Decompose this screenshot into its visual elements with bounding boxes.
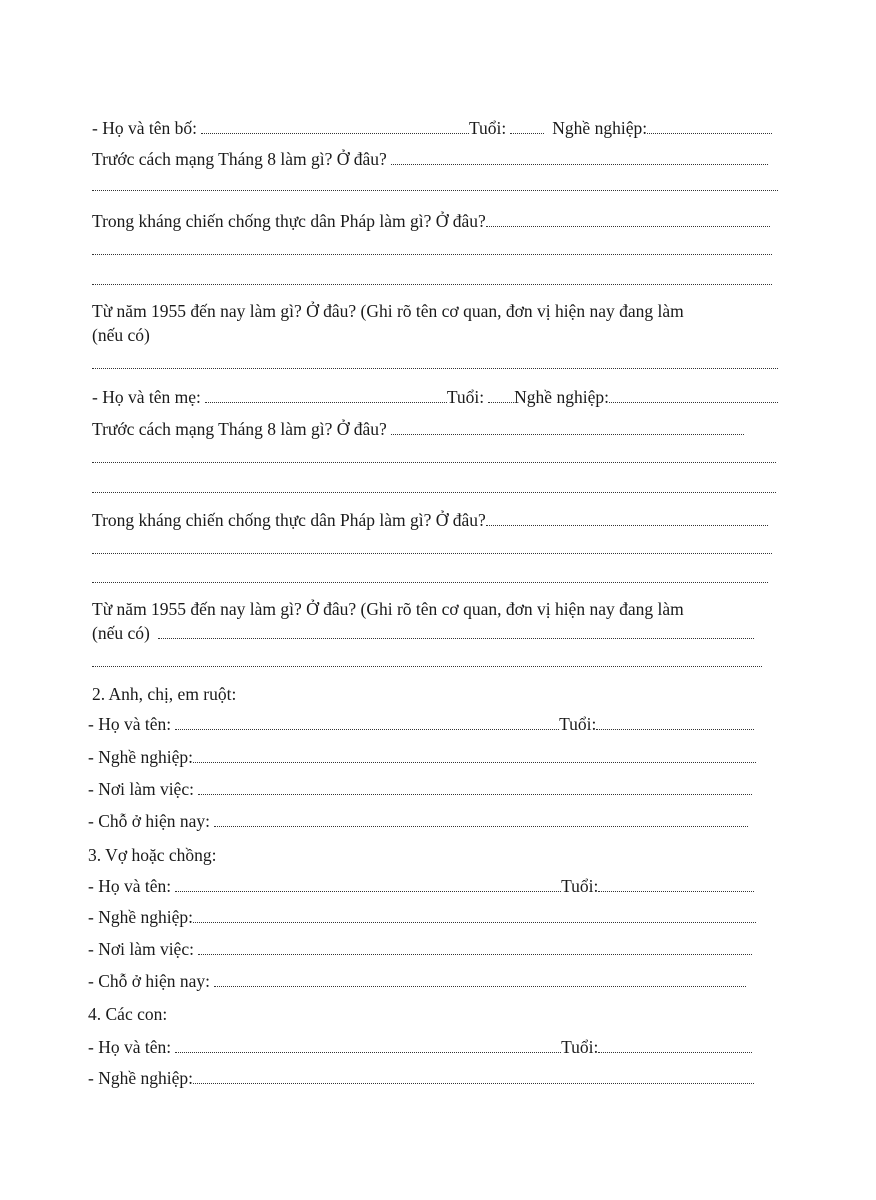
mother-before-revolution-label: Trước cách mạng Tháng 8 làm gì? Ở đâu? xyxy=(92,419,387,439)
spouse-workplace-row xyxy=(88,937,752,961)
father-since-1955-line[interactable] xyxy=(92,368,778,369)
mother-since-1955-label-2: (nếu có) xyxy=(92,623,150,643)
siblings-workplace-row xyxy=(88,777,752,801)
father-name-label: - Họ và tên bố: xyxy=(92,118,197,138)
father-resistance-field[interactable] xyxy=(486,212,770,227)
spouse-workplace-label: - Nơi làm việc: xyxy=(88,939,194,959)
mother-since-1955-row-2 xyxy=(92,621,754,645)
siblings-job-label: - Nghề nghiệp: xyxy=(88,747,193,767)
mother-before-revolution-line-1[interactable] xyxy=(92,462,776,463)
spouse-job-row xyxy=(88,905,756,929)
spouse-name-field[interactable] xyxy=(175,877,561,892)
siblings-name-label: - Họ và tên: xyxy=(88,714,172,734)
father-job-field[interactable] xyxy=(647,119,772,134)
spouse-age-field[interactable] xyxy=(598,877,754,892)
children-job-field[interactable] xyxy=(193,1069,754,1084)
mother-job-field[interactable] xyxy=(609,388,778,403)
father-resistance-label: Trong kháng chiến chống thực dân Pháp làm gì? Ở đâu? xyxy=(92,211,486,231)
children-age-label: Tuổi: xyxy=(561,1037,599,1057)
siblings-job-field[interactable] xyxy=(193,748,756,763)
father-job-label: Nghề nghiệp: xyxy=(552,118,648,138)
mother-before-revolution-line-2[interactable] xyxy=(92,492,776,493)
father-name-row xyxy=(92,116,772,140)
mother-name-field[interactable] xyxy=(205,388,447,403)
siblings-name-field[interactable] xyxy=(175,715,559,730)
siblings-age-label: Tuổi: xyxy=(559,714,597,734)
siblings-residence-field[interactable] xyxy=(214,812,748,827)
children-name-label: - Họ và tên: xyxy=(88,1037,172,1057)
children-name-row xyxy=(88,1035,752,1059)
father-since-1955-row-2 xyxy=(92,323,292,347)
father-since-1955-label: Từ năm 1955 đến nay làm gì? Ở đâu? (Ghi rõ tên cơ quan, đơn vị hiện nay đang làm xyxy=(92,301,684,321)
father-before-revolution-label: Trước cách mạng Tháng 8 làm gì? Ở đâu? xyxy=(92,149,387,169)
mother-since-1955-label: Từ năm 1955 đến nay làm gì? Ở đâu? (Ghi rõ tên cơ quan, đơn vị hiện nay đang làm xyxy=(92,599,684,619)
children-age-field[interactable] xyxy=(598,1038,752,1053)
spouse-workplace-field[interactable] xyxy=(198,940,752,955)
children-job-label: - Nghề nghiệp: xyxy=(88,1068,193,1088)
mother-resistance-label: Trong kháng chiến chống thực dân Pháp làm gì? Ở đâu? xyxy=(92,510,486,530)
father-before-revolution-field[interactable] xyxy=(391,150,768,165)
children-heading: 4. Các con: xyxy=(88,1004,168,1024)
siblings-workplace-label: - Nơi làm việc: xyxy=(88,779,194,799)
mother-age-label: Tuổi: xyxy=(446,387,485,407)
mother-since-1955-field[interactable] xyxy=(158,624,754,639)
spouse-name-label: - Họ và tên: xyxy=(88,876,172,896)
children-name-field[interactable] xyxy=(175,1038,561,1053)
mother-resistance-line-1[interactable] xyxy=(92,553,772,554)
siblings-heading: 2. Anh, chị, em ruột: xyxy=(92,684,237,704)
mother-job-label: Nghề nghiệp: xyxy=(514,387,609,407)
father-resistance-line-2[interactable] xyxy=(92,284,772,285)
mother-age-field[interactable] xyxy=(488,388,514,403)
siblings-workplace-field[interactable] xyxy=(198,780,752,795)
spouse-job-label: - Nghề nghiệp: xyxy=(88,907,193,927)
father-resistance-line-1[interactable] xyxy=(92,254,772,255)
children-job-row xyxy=(88,1066,754,1090)
father-before-revolution-line[interactable] xyxy=(92,190,778,191)
spouse-residence-label: - Chỗ ở hiện nay: xyxy=(88,971,211,991)
spouse-job-field[interactable] xyxy=(193,908,756,923)
siblings-name-row xyxy=(88,712,754,736)
mother-name-row xyxy=(92,385,778,409)
father-since-1955-row xyxy=(92,299,792,323)
spouse-age-label: Tuổi: xyxy=(561,876,599,896)
mother-before-revolution-field[interactable] xyxy=(391,420,744,435)
father-age-label: Tuổi: xyxy=(468,118,507,138)
father-name-field[interactable] xyxy=(201,119,469,134)
mother-name-label: - Họ và tên mẹ: xyxy=(92,387,201,407)
mother-resistance-row xyxy=(92,508,768,532)
spouse-residence-field[interactable] xyxy=(214,972,746,987)
spouse-heading: 3. Vợ hoặc chồng: xyxy=(88,845,217,865)
mother-resistance-field[interactable] xyxy=(486,511,768,526)
mother-since-1955-row xyxy=(92,597,792,621)
siblings-age-field[interactable] xyxy=(596,715,754,730)
father-resistance-row xyxy=(92,209,770,233)
siblings-residence-row xyxy=(88,809,748,833)
siblings-residence-label: - Chỗ ở hiện nay: xyxy=(88,811,211,831)
mother-resistance-line-2[interactable] xyxy=(92,582,768,583)
father-since-1955-label-2: (nếu có) xyxy=(92,325,150,345)
siblings-job-row xyxy=(88,745,756,769)
spouse-name-row xyxy=(88,874,754,898)
mother-before-revolution-row xyxy=(92,417,744,441)
father-before-revolution-row xyxy=(92,147,768,171)
father-age-field[interactable] xyxy=(510,119,544,134)
spouse-residence-row xyxy=(88,969,746,993)
mother-since-1955-line[interactable] xyxy=(92,666,762,667)
